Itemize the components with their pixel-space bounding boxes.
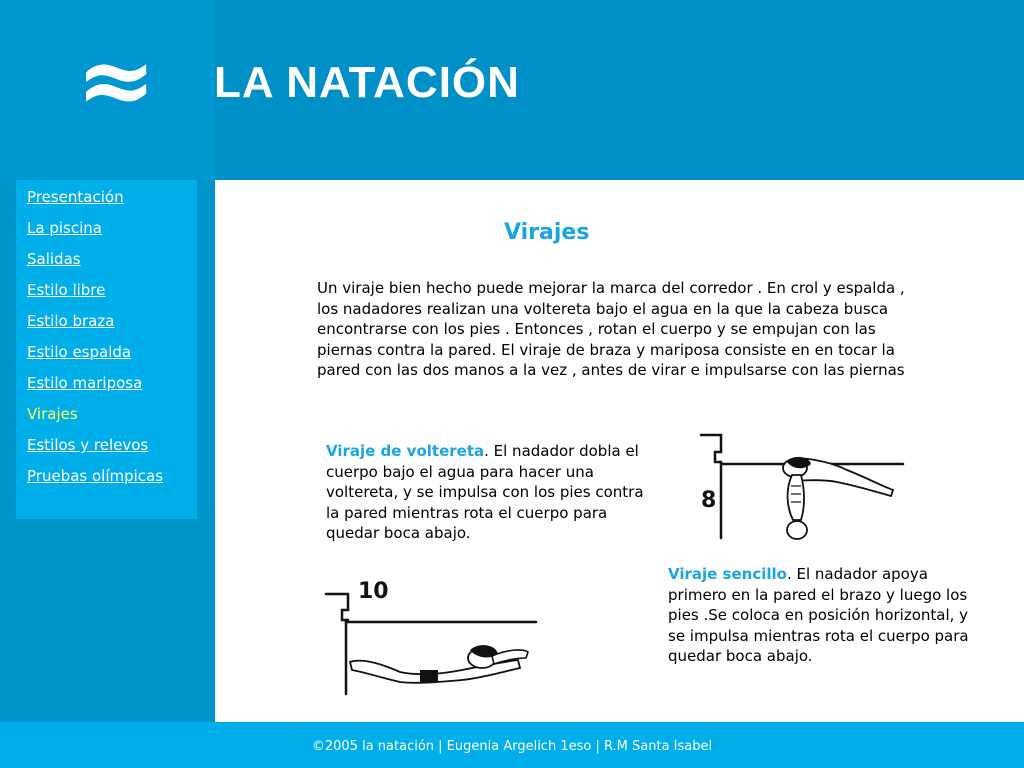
nav-item (27, 341, 197, 372)
nav-item (27, 248, 197, 279)
sencillo-description (668, 564, 978, 667)
nav-item (27, 372, 197, 403)
nav-link-estilo-espalda[interactable]: Estilo espalda (27, 343, 132, 361)
nav-link-virajes[interactable]: Virajes (27, 405, 78, 423)
figure-8-number: 8 (701, 488, 717, 513)
site-title: LA NATACIÓN (214, 58, 520, 107)
sidebar-nav (16, 180, 197, 519)
nav-link-presentacion[interactable]: Presentación (27, 188, 124, 206)
nav-item (27, 279, 197, 310)
sencillo-text: . El nadador apoya primero en la pared el brazo y luego los pies .Se coloca en posición horizontal, y se impulsa mientras rota el cuerpo para quedar boca abajo. (668, 565, 969, 665)
voltereta-text: . El nadador dobla el cuerpo bajo el agua para hacer una voltereta, y se impulsa con los pies contra la pared mientras rota el cuerpo para quedar boca abajo. (326, 442, 644, 542)
voltereta-description (326, 441, 656, 544)
waves-logo-icon: ≈ (76, 23, 157, 136)
nav-link-estilos-y-relevos[interactable]: Estilos y relevos (27, 436, 149, 454)
nav-list (16, 180, 197, 496)
nav-link-estilo-mariposa[interactable]: Estilo mariposa (27, 374, 143, 392)
intro-paragraph: Un viraje bien hecho puede mejorar la marca del corredor . En crol y espalda , los nadadores realizan una voltereta bajo el agua en la que la cabeza busca encontrarse con los pies . Entonces , rotan el cuerpo y se empujan con las piernas contra la pared. El viraje de braza y mariposa consiste en en tocar la pared con las dos manos a la vez , antes de virar e impulsarse con las piernas (317, 279, 905, 379)
nav-item (27, 465, 197, 496)
footer-text: ©2005 la natación | Eugenia Argelich 1eso | R.M Santa Isabel (311, 739, 713, 754)
site-header (0, 0, 1024, 180)
header-logo-panel (0, 0, 215, 180)
page-heading: Virajes (504, 220, 590, 245)
nav-link-estilo-libre[interactable]: Estilo libre (27, 281, 106, 299)
nav-item-active (27, 403, 197, 434)
swimmer-simple-turn-illustration-icon (322, 578, 542, 696)
nav-link-pruebas-olimpicas[interactable]: Pruebas olímpicas (27, 467, 164, 485)
sencillo-term: Viraje sencillo (668, 565, 787, 583)
nav-item (27, 217, 197, 248)
nav-item (27, 310, 197, 341)
swimmer-flip-turn-illustration-icon (697, 430, 907, 540)
voltereta-term: Viraje de voltereta (326, 442, 485, 460)
nav-link-salidas[interactable]: Salidas (27, 250, 81, 268)
figure-10-number: 10 (358, 579, 389, 604)
nav-item (27, 186, 197, 217)
nav-item (27, 434, 197, 465)
site-footer (0, 722, 1024, 768)
nav-link-la-piscina[interactable]: La piscina (27, 219, 102, 237)
nav-link-estilo-braza[interactable]: Estilo braza (27, 312, 115, 330)
